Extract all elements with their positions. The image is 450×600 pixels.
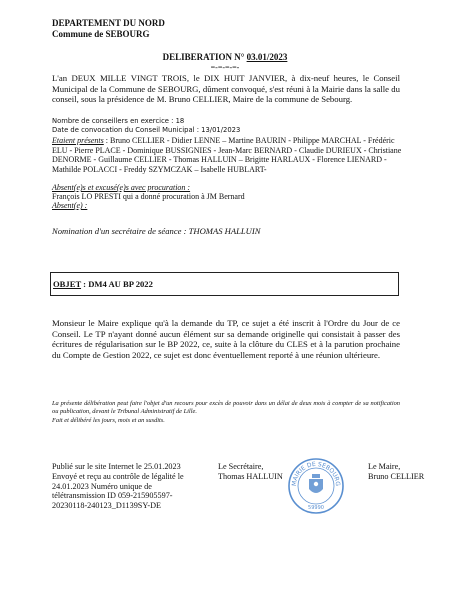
- town-hall-stamp: [287, 457, 345, 515]
- secretary-block: [218, 462, 283, 482]
- secretary-name: Thomas HALLUIN: [218, 471, 283, 481]
- mayor-title: Le Maire,: [368, 462, 401, 471]
- commune-name: Commune de SEBOURG: [52, 29, 150, 39]
- objet-label: OBJET: [53, 279, 82, 289]
- objet-box: [50, 272, 399, 296]
- absent-label: Absent(e) :: [52, 201, 88, 210]
- title-separator: =-=-=-=-: [210, 63, 240, 72]
- mayor-name: Bruno CELLIER: [368, 471, 425, 481]
- secretary-title: Le Secrétaire,: [218, 462, 264, 471]
- secretary-nomination: Nomination d'un secrétaire de séance : THOMAS HALLUIN: [52, 226, 261, 236]
- body-paragraph: Monsieur le Maire explique qu'à la demande du TP, ce sujet a été inscrit à l'Ordre du Jour de ce Conseil. Le TP n'ayant donné aucun élément sur sa demande originelle qui consistait à passer des écritures de régularisation sur le BP 2022, ce, suite à la clôture du CLES et à la parution prochaine du Compte de Gestion 2022, ce sujet est donc éventuellement reporté à une réunion ultérieure.: [52, 318, 400, 360]
- convocation-date: Date de convocation du Conseil Municipal : 13/01/2023: [52, 126, 241, 134]
- stamp-text-bottom: 59990: [308, 505, 324, 511]
- deliberation-title-prefix: DELIBERATION N°: [162, 52, 247, 62]
- proxy-line: François LO PRESTI qui a donné procuration à JM Bernard: [52, 192, 245, 201]
- deliberation-title: [0, 52, 450, 63]
- department-header: [52, 18, 165, 40]
- intro-paragraph: L'an DEUX MILLE VINGT TROIS, le DIX HUIT JANVIER, à dix-neuf heures, le Conseil Municipal de la Commune de SEBOURG, dûment convoqué, s'est réuni à la Mairie dans la salle du conseil, sous la présidence de M. Bruno CELLIER, Maire de la commune de Sebourg.: [52, 73, 400, 105]
- present-label: Etaient présents: [52, 136, 104, 145]
- department-name: DEPARTEMENT DU NORD: [52, 18, 165, 28]
- legal-notice-recourse: La présente délibération peut faire l'objet d'un recours pour excès de pouvoir dans un délai de deux mois à compter de sa notification ou publication, devant le Tribunal Administratif de Lille.: [52, 400, 400, 416]
- absent-proxy-label: Absent(e)s et excusé(e)s avec procuration :: [52, 183, 191, 192]
- councillors-count: Nombre de conseillers en exercice : 18: [52, 117, 185, 125]
- stamp-emblem: [309, 474, 323, 493]
- present-members: [52, 136, 402, 174]
- stamp-text-top: MAIRIE DE SEBOURG: [290, 460, 342, 487]
- objet-text: : DM4 AU BP 2022: [81, 279, 153, 289]
- mayor-block: [368, 462, 424, 482]
- present-list: : Bruno CELLIER - Didier LENNE – Martine BAURIN - Philippe MARCHAL - Frédéric ELU - Pierre PLACE - Dominique BUSSIGNIES - Jean-Marc BERNARD - Claudie DURIEUX - Christiane DENORME - Guillaume CELLIER - Thomas HALLUIN – Brigitte HARLAUX - Florence LIENARD - Mathilde POLACCI - Freddy SZYMCZAK – Isabelle HUBLART-: [52, 136, 402, 174]
- legal-notice: [52, 400, 400, 425]
- deliberation-number: 03.01/2023: [246, 52, 288, 62]
- legal-notice-done: Fait et délibéré les jours, mois et an susdits.: [52, 416, 165, 424]
- objet-line: [53, 279, 153, 289]
- publication-info: Publié sur le site Internet le 25.01.2023 Envoyé et reçu au contrôle de légalité le 24.01.2023 Numéro unique de télétransmission ID 059-215905597-20230118-240123_D1139SY-DE: [52, 462, 184, 511]
